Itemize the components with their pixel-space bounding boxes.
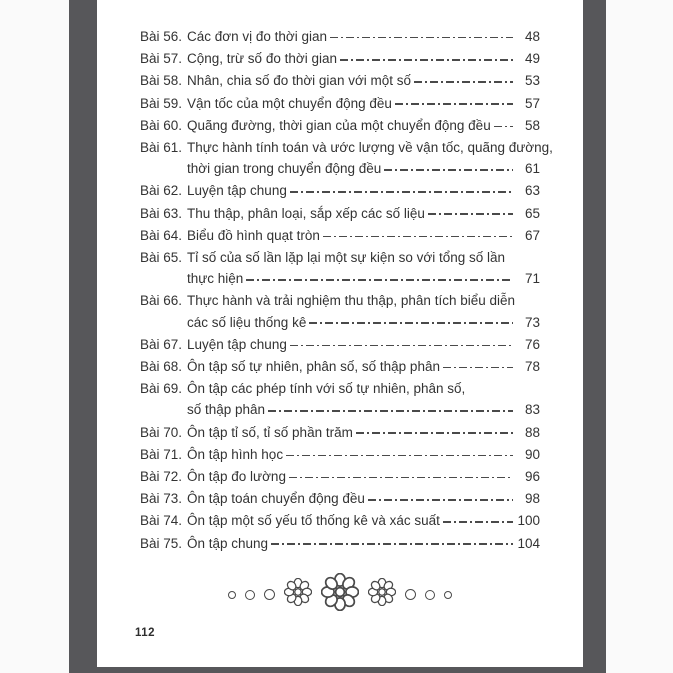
toc-entry-page: 58 [524, 117, 540, 133]
toc-entry-line: Thực hành tính toán và ước lượng về vận tốc, quãng đường, [187, 140, 553, 156]
toc-entry [140, 290, 540, 332]
toc-entry-page: 96 [524, 469, 540, 485]
toc-entry-number: Bài 70. [140, 424, 183, 440]
dash-leader [309, 322, 513, 324]
toc-entry-page: 100 [517, 513, 540, 529]
toc-entry-page: 61 [524, 161, 540, 177]
toc-entry [140, 356, 540, 377]
toc-entry [140, 247, 540, 289]
toc-list [97, 0, 583, 554]
toc-entry-title: số thập phân [187, 402, 266, 418]
toc-entry-body [187, 70, 540, 91]
toc-entry-title: Ôn tập đo lường [187, 469, 286, 485]
toc-entry [140, 203, 540, 224]
toc-entry-body [187, 334, 540, 355]
dot-icon [228, 591, 236, 599]
dash-leader [271, 543, 513, 545]
flower-icon [368, 578, 396, 611]
toc-entry [140, 444, 540, 465]
toc-entry-lastline [187, 356, 540, 377]
toc-entry-lastline [187, 399, 540, 420]
toc-entry-title: Ôn tập tỉ số, tỉ số phần trăm [187, 424, 353, 440]
toc-entry-number: Bài 60. [140, 117, 183, 133]
toc-entry-title: Vận tốc của một chuyển động đều [187, 95, 392, 111]
dash-leader [494, 126, 513, 128]
toc-entry-number: Bài 65. [140, 250, 183, 266]
toc-entry-number: Bài 62. [140, 183, 183, 199]
toc-entry-lastline [187, 444, 540, 465]
dash-leader [414, 81, 513, 83]
toc-entry-number: Bài 73. [140, 491, 183, 507]
dash-leader [428, 213, 513, 215]
toc-entry-number: Bài 68. [140, 359, 183, 375]
toc-entry-number: Bài 64. [140, 227, 183, 243]
toc-entry-number: Bài 71. [140, 446, 183, 462]
toc-entry-body [187, 378, 540, 420]
toc-entry [140, 334, 540, 355]
toc-entry-number: Bài 57. [140, 51, 183, 67]
dash-leader [246, 279, 513, 281]
dash-leader [289, 477, 513, 479]
toc-entry-lastline [187, 158, 540, 179]
toc-entry [140, 26, 540, 47]
toc-entry-lastline [187, 225, 540, 246]
toc-entry-body [187, 356, 540, 377]
toc-entry [140, 488, 540, 509]
toc-entry-number: Bài 56. [140, 29, 183, 44]
dash-leader [286, 455, 513, 457]
toc-entry-lastline [187, 334, 540, 355]
toc-entry-lastline [187, 268, 540, 289]
toc-entry-number: Bài 75. [140, 535, 183, 551]
toc-entry-body [187, 466, 540, 487]
flower-divider [97, 574, 583, 616]
toc-entry [140, 533, 540, 554]
toc-entry-page: 53 [524, 73, 540, 89]
toc-entry-title: Luyện tập chung [187, 183, 287, 199]
dot-icon [425, 590, 435, 600]
dot-icon [264, 589, 275, 600]
toc-entry-number: Bài 74. [140, 513, 183, 529]
dot-icon [405, 589, 416, 600]
toc-entry-lastline [187, 533, 540, 554]
toc-entry [140, 466, 540, 487]
dash-leader [384, 169, 513, 171]
toc-entry-page: 76 [524, 336, 540, 352]
dash-leader [323, 236, 513, 238]
toc-entry [140, 70, 540, 91]
toc-entry [140, 48, 540, 69]
toc-entry-body [187, 488, 540, 509]
toc-entry-page: 71 [524, 271, 540, 287]
toc-entry-line: Ôn tập các phép tính với số tự nhiên, phân số, [187, 381, 466, 397]
toc-entry-lastline [187, 422, 540, 443]
toc-entry-body [187, 225, 540, 246]
dash-leader [443, 367, 513, 369]
toc-entry-title: Luyện tập chung [187, 336, 287, 352]
toc-entry [140, 378, 540, 420]
toc-entry-body [187, 203, 540, 224]
toc-entry-lastline [187, 180, 540, 201]
toc-entry-lastline [187, 312, 540, 333]
toc-entry-title: thực hiện [187, 271, 244, 287]
toc-entry-number: Bài 69. [140, 381, 183, 397]
dash-leader [443, 521, 513, 523]
toc-entry-lastline [187, 203, 540, 224]
toc-entry-body [187, 93, 540, 114]
toc-entry-page: 83 [524, 402, 540, 418]
toc-entry-title: các số liệu thống kê [187, 314, 307, 330]
toc-entry-body [187, 533, 540, 554]
toc-entry-page: 57 [524, 95, 540, 111]
toc-entry-body [187, 26, 540, 47]
toc-entry-title: thời gian trong chuyển động đều [187, 161, 382, 177]
toc-entry [140, 510, 540, 531]
dash-leader [330, 37, 513, 39]
toc-entry-lastline [187, 93, 540, 114]
book-edge-left [69, 0, 97, 673]
dash-leader [290, 191, 513, 193]
toc-entry-title: Ôn tập toán chuyển động đều [187, 491, 365, 507]
toc-entry-body [187, 422, 540, 443]
toc-entry-page: 88 [524, 424, 540, 440]
toc-entry-title: Biểu đồ hình quạt tròn [187, 227, 320, 243]
toc-entry-title: Ôn tập một số yếu tố thống kê và xác suất [187, 513, 440, 529]
book-edge-bottom [69, 667, 606, 673]
toc-entry-title: Quãng đường, thời gian của một chuyển động đều [187, 117, 491, 133]
toc-entry-number: Bài 58. [140, 73, 183, 89]
toc-entry-lastline [187, 115, 540, 136]
toc-entry-lastline [187, 26, 540, 47]
dash-leader [340, 59, 513, 61]
dash-leader [368, 499, 513, 501]
toc-entry-page: 67 [524, 227, 540, 243]
book-edge-right [583, 0, 606, 673]
toc-entry [140, 115, 540, 136]
toc-entry-page: 49 [524, 51, 540, 67]
book-page [97, 0, 583, 667]
toc-entry [140, 180, 540, 201]
toc-entry-body [187, 290, 540, 332]
toc-entry-page: 65 [524, 205, 540, 221]
toc-entry-title: Nhân, chia số đo thời gian với một số [187, 73, 412, 89]
toc-entry [140, 137, 553, 179]
toc-entry-title: Ôn tập số tự nhiên, phân số, số thập phân [187, 359, 440, 375]
toc-entry-title: Thu thập, phân loại, sắp xếp các số liệu [187, 205, 425, 221]
dash-leader [268, 410, 513, 412]
dash-leader [395, 103, 513, 105]
toc-entry-page: 73 [524, 314, 540, 330]
toc-entry-title: Các đơn vị đo thời gian [187, 29, 328, 44]
toc-entry [140, 225, 540, 246]
toc-entry-number: Bài 72. [140, 469, 183, 485]
toc-entry-number: Bài 67. [140, 336, 183, 352]
toc-entry-title: Cộng, trừ số đo thời gian [187, 51, 337, 67]
toc-entry-page: 63 [524, 183, 540, 199]
toc-entry-lastline [187, 488, 540, 509]
toc-entry-page: 104 [517, 535, 540, 551]
flower-icon [284, 578, 312, 611]
toc-entry-page: 48 [524, 29, 540, 44]
toc-entry-lastline [187, 70, 540, 91]
toc-entry [140, 93, 540, 114]
toc-entry-body [187, 115, 540, 136]
toc-entry-number: Bài 66. [140, 293, 183, 309]
toc-entry-body [187, 137, 553, 179]
toc-entry-number: Bài 61. [140, 140, 183, 156]
toc-entry-title: Ôn tập chung [187, 535, 269, 551]
toc-entry-page: 78 [524, 359, 540, 375]
toc-entry-page: 90 [524, 446, 540, 462]
toc-entry-title: Ôn tập hình học [187, 446, 284, 462]
toc-entry-body [187, 444, 540, 465]
page-number: 112 [135, 627, 156, 639]
toc-entry-lastline [187, 466, 540, 487]
toc-entry-body [187, 48, 540, 69]
toc-entry-line: Thực hành và trải nghiệm thu thập, phân tích biểu diễn [187, 293, 516, 309]
toc-entry-body [187, 510, 540, 531]
dash-leader [290, 345, 513, 347]
toc-entry-lastline [187, 48, 540, 69]
toc-entry-lastline [187, 510, 540, 531]
dash-leader [356, 432, 513, 434]
toc-entry-number: Bài 63. [140, 205, 183, 221]
toc-entry-page: 98 [524, 491, 540, 507]
toc-entry-body [187, 247, 540, 289]
toc-entry-line: Tỉ số của số lần lặp lại một sự kiện so với tổng số lần [187, 250, 506, 266]
dot-icon [444, 591, 452, 599]
toc-entry [140, 422, 540, 443]
toc-entry-body [187, 180, 540, 201]
dot-icon [245, 590, 255, 600]
toc-entry-number: Bài 59. [140, 95, 183, 111]
flower-icon [321, 573, 359, 616]
